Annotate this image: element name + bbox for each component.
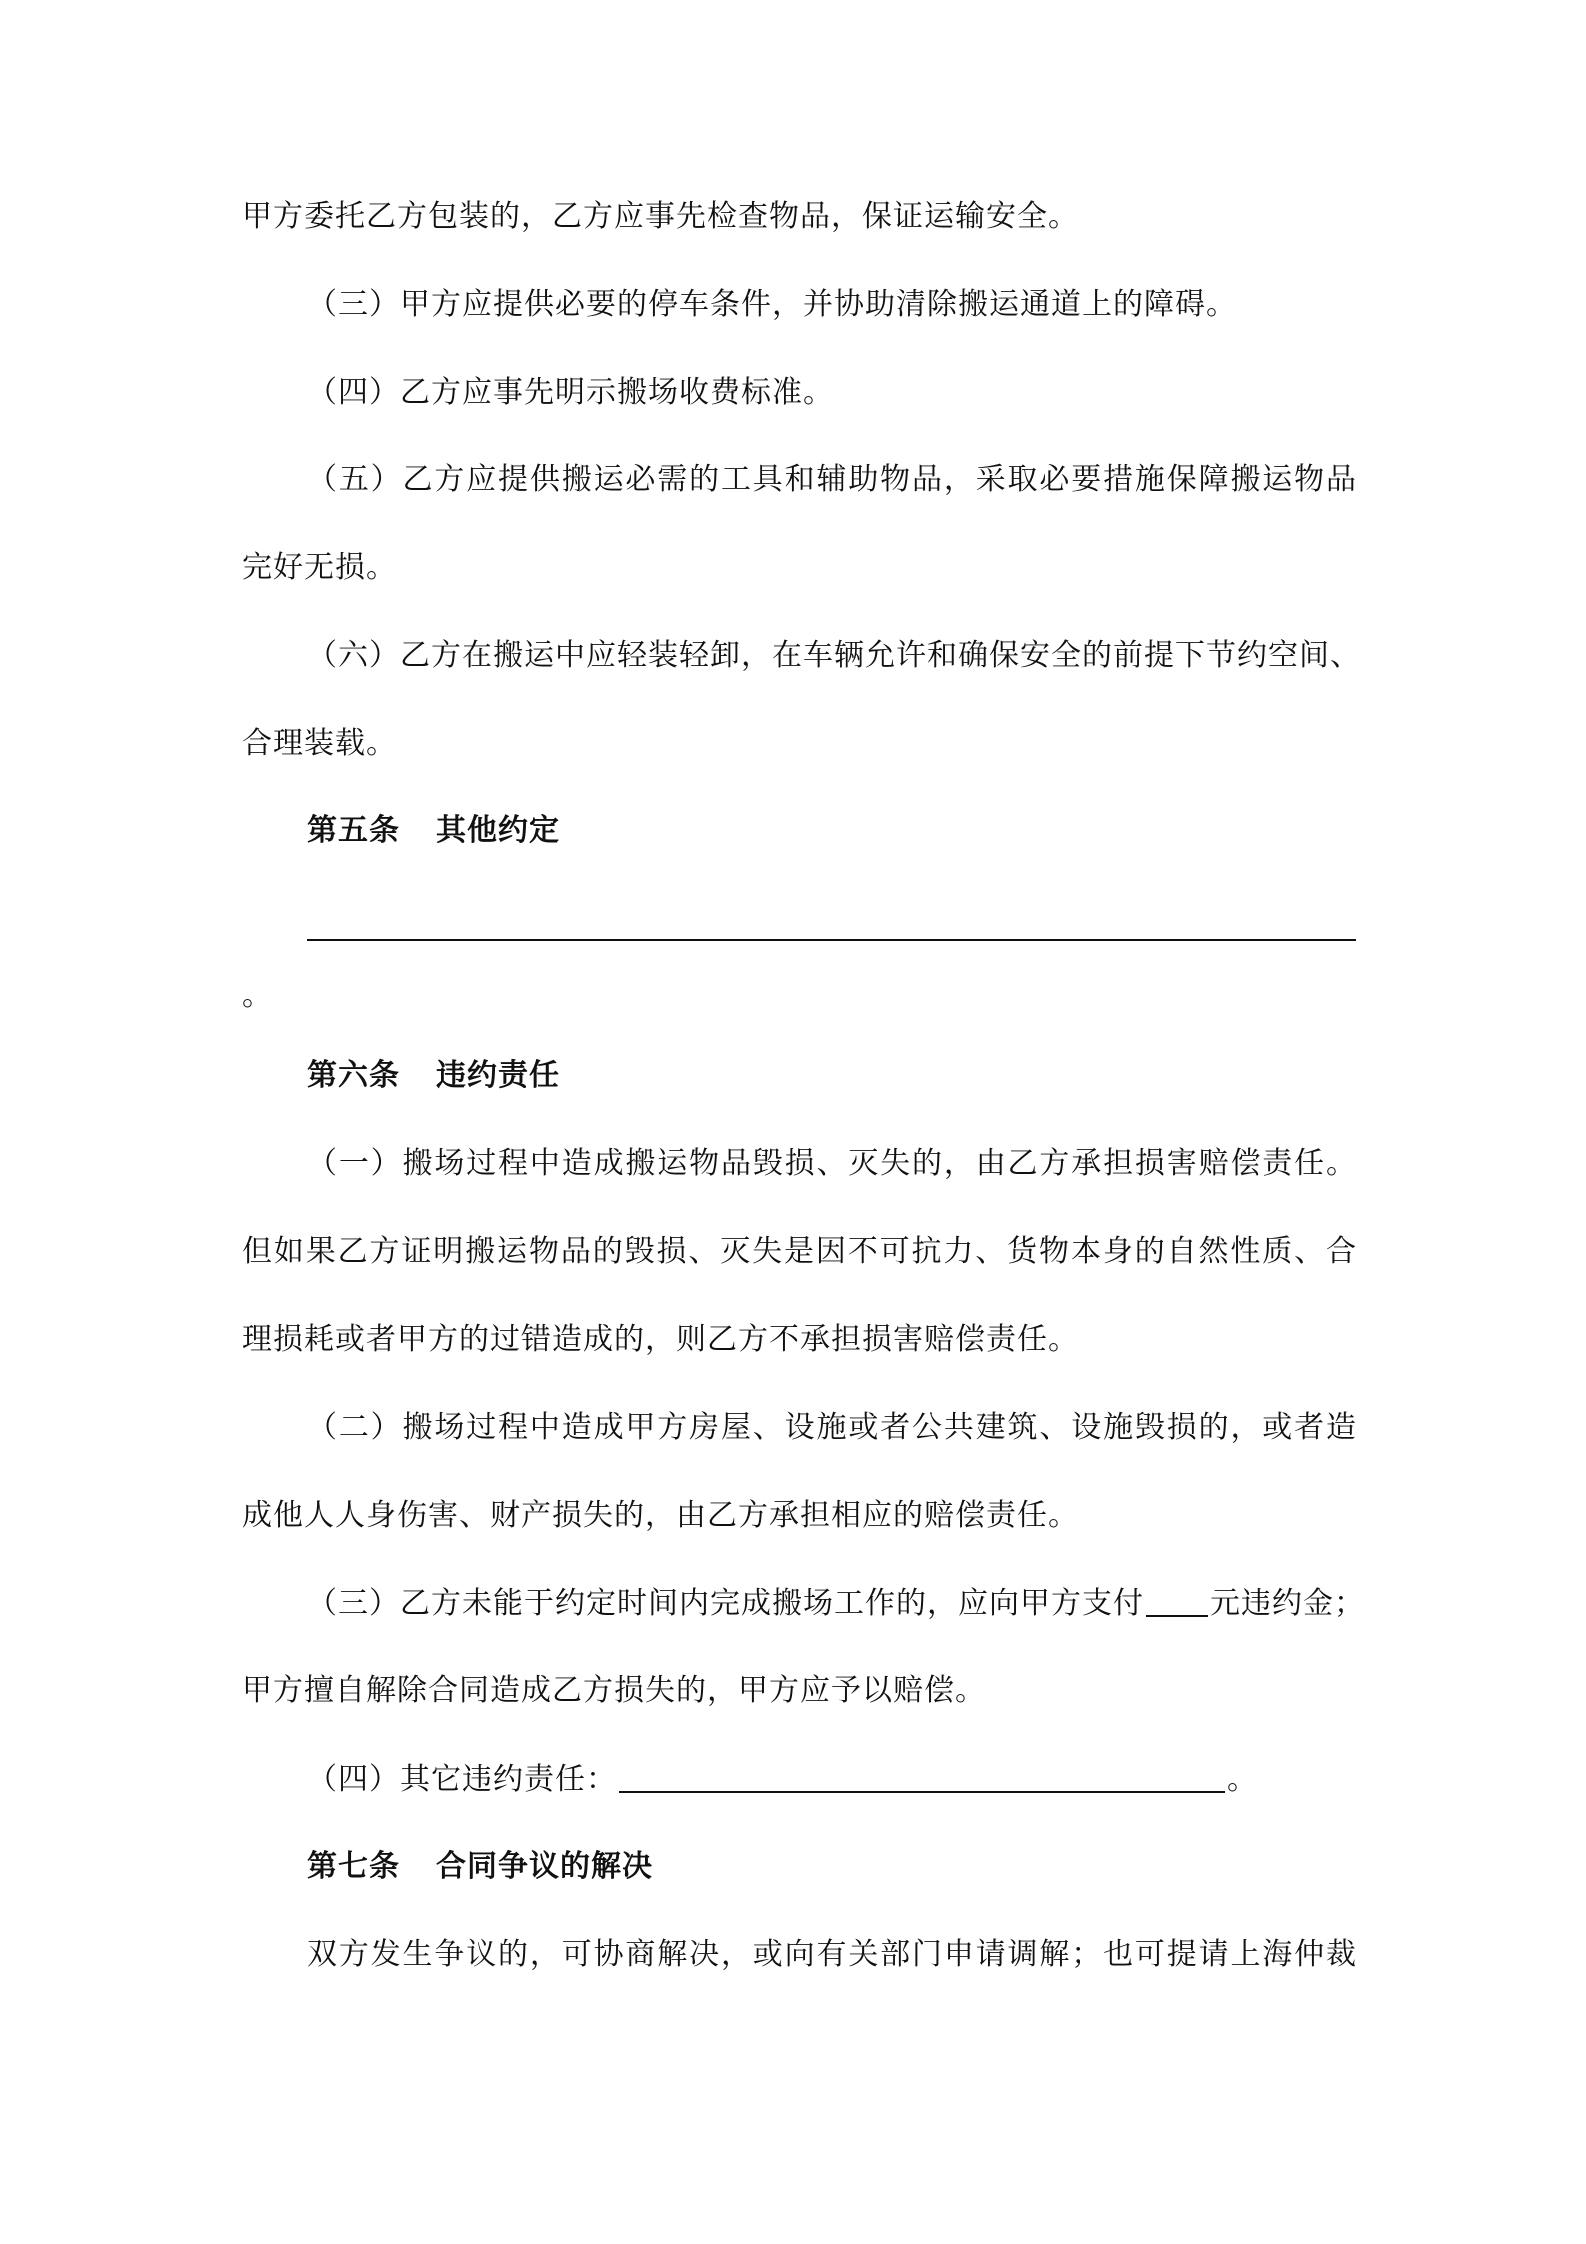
clause-6-1-cont2: 理损耗或者甲方的过错造成的，则乙方不承担损害赔偿责任。 <box>242 1322 1079 1357</box>
article-title: 合同争议的解决 <box>436 1849 653 1884</box>
article-number: 第六条 <box>307 1058 400 1093</box>
clause-6-3-cont: 甲方擅自解除合同造成乙方损失的，甲方应予以赔偿。 <box>242 1673 986 1708</box>
article-5-heading <box>307 811 1422 851</box>
other-liability-end: 。 <box>1227 1762 1258 1797</box>
other-liability-text: （四）其它违约责任： <box>307 1762 617 1797</box>
article-title: 其他约定 <box>436 813 560 848</box>
penalty-text: （三）乙方未能于约定时间内完成搬场工作的，应向甲方支付 <box>307 1586 1144 1621</box>
blank-end-mark: 。 <box>242 978 273 1013</box>
clause-6-4 <box>307 1759 1357 1800</box>
penalty-suffix: 元违约金； <box>1210 1586 1365 1621</box>
clause-7-text: 双方发生争议的，可协商解决，或向有关部门申请调解；也可提请上海仲裁 <box>307 1937 1357 1972</box>
article-6-heading <box>307 1056 1422 1096</box>
clause-6-2: （二）搬场过程中造成甲方房屋、设施或者公共建筑、设施毁损的，或者造 <box>307 1410 1357 1445</box>
clause-6-1: （一）搬场过程中造成搬运物品毁损、灭失的，由乙方承担损害赔偿责任。 <box>307 1146 1357 1181</box>
clause-4-3: （三）甲方应提供必要的停车条件，并协助清除搬运通道上的障碍。 <box>307 287 1237 322</box>
clause-4-5-cont: 完好无损。 <box>242 550 397 585</box>
clause-4-4: （四）乙方应事先明示搬场收费标准。 <box>307 375 834 410</box>
clause-6-3 <box>307 1583 1365 1624</box>
paragraph-line: 甲方委托乙方包装的，乙方应事先检查物品，保证运输安全。 <box>242 199 1079 234</box>
clause-4-6-cont: 合理装载。 <box>242 726 397 761</box>
penalty-amount-blank <box>1146 1587 1208 1617</box>
clause-4-6: （六）乙方在搬运中应轻装轻卸，在车辆允许和确保安全的前提下节约空间、 <box>307 638 1361 673</box>
other-liability-blank <box>619 1763 1225 1793</box>
other-terms-blank <box>307 939 1356 941</box>
clause-6-2-cont: 成他人人身伤害、财产损失的，由乙方承担相应的赔偿责任。 <box>242 1498 1079 1533</box>
clause-4-5: （五）乙方应提供搬运必需的工具和辅助物品，采取必要措施保障搬运物品 <box>307 462 1357 497</box>
article-number: 第五条 <box>307 813 400 848</box>
article-number: 第七条 <box>307 1849 400 1884</box>
article-title: 违约责任 <box>436 1058 560 1093</box>
article-7-heading <box>307 1847 1422 1887</box>
clause-6-1-cont: 但如果乙方证明搬运物品的毁损、灭失是因不可抗力、货物本身的自然性质、合 <box>242 1234 1357 1269</box>
